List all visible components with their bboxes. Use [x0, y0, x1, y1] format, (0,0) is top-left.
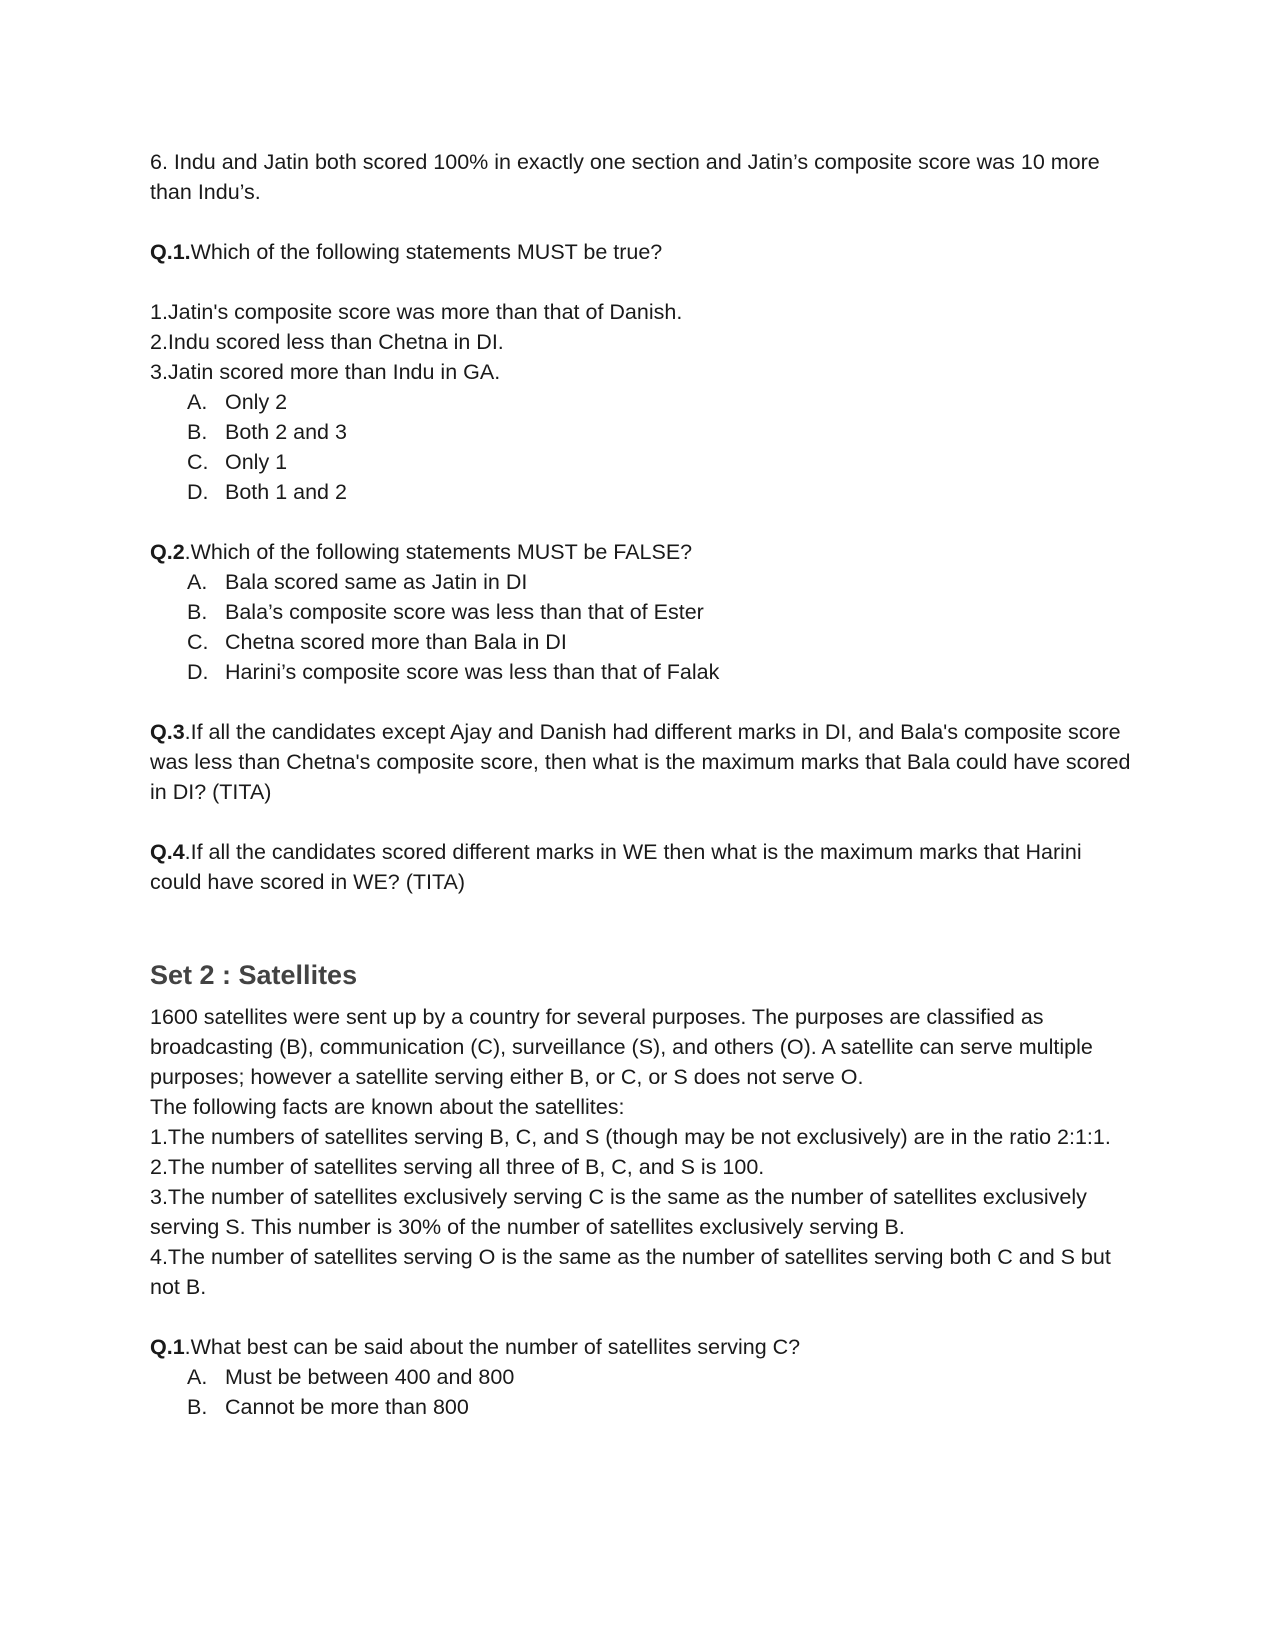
set1-q2-options — [150, 567, 1135, 687]
option-letter: C. — [187, 630, 209, 654]
set2-fact-2: 2.The number of satellites serving all three of B, C, and S is 100. — [150, 1155, 765, 1179]
option-text: Chetna scored more than Bala in DI — [225, 630, 567, 654]
option-letter: D. — [187, 480, 209, 504]
option-letter: A. — [187, 1365, 208, 1389]
set1-q1-number: Q.1. — [150, 240, 191, 264]
option-text: Both 1 and 2 — [225, 480, 347, 504]
set2-q1-text: .What best can be said about the number of satellites serving C? — [184, 1335, 801, 1359]
set1-q3-number: Q.3 — [150, 720, 185, 744]
option-letter: B. — [187, 600, 208, 624]
document-page — [150, 147, 1135, 1422]
option-text: Harini’s composite score was less than that of Falak — [225, 660, 720, 684]
statement-1: 1.Jatin's composite score was more than that of Danish. — [150, 300, 683, 324]
option-d — [150, 657, 1135, 687]
set2-title: Set 2 : Satellites — [150, 960, 358, 990]
set2-fact-1: 1.The numbers of satellites serving B, C, and S (though may be not exclusively) are in the ratio 2:1:1. — [150, 1125, 1111, 1149]
set2-fact-4: 4.The number of satellites serving O is the same as the number of satellites serving both C and S but not B. — [150, 1245, 1111, 1299]
statement-3: 3.Jatin scored more than Indu in GA. — [150, 360, 501, 384]
option-c — [150, 627, 1135, 657]
option-b — [150, 417, 1135, 447]
option-letter: D. — [187, 660, 209, 684]
option-letter: B. — [187, 420, 208, 444]
option-d — [150, 477, 1135, 507]
option-text: Bala scored same as Jatin in DI — [225, 570, 528, 594]
set1-q2-number: Q.2 — [150, 540, 185, 564]
set1-q4-stem — [150, 837, 1135, 897]
set1-q1-options — [150, 387, 1135, 507]
set1-q4-number: Q.4 — [150, 840, 185, 864]
option-text: Must be between 400 and 800 — [225, 1365, 515, 1389]
option-text: Bala’s composite score was less than that of Ester — [225, 600, 704, 624]
set1-q3-stem — [150, 717, 1135, 807]
option-a — [150, 567, 1135, 597]
option-a — [150, 387, 1135, 417]
set1-q1-statements — [150, 297, 1135, 387]
set2-q1-options — [150, 1362, 1135, 1422]
set2-q1-number: Q.1 — [150, 1335, 185, 1359]
set1-fact-6: 6. Indu and Jatin both scored 100% in exactly one section and Jatin’s composite score was 10 more than Indu’s. — [150, 150, 1100, 204]
option-text: Only 1 — [225, 450, 288, 474]
option-letter: B. — [187, 1395, 208, 1419]
option-text: Both 2 and 3 — [225, 420, 347, 444]
set1-q1-stem — [150, 237, 1135, 267]
set1-q2-stem — [150, 537, 1135, 567]
set2-facts-intro: The following facts are known about the satellites: — [150, 1095, 625, 1119]
option-text: Cannot be more than 800 — [225, 1395, 469, 1419]
option-text: Only 2 — [225, 390, 288, 414]
option-letter: C. — [187, 450, 209, 474]
set2-intro: 1600 satellites were sent up by a country for several purposes. The purposes are classified as broadcasting (B), communication (C), surveillance (S), and others (O). A satellite can serve multiple purposes; however a satellite serving either B, or C, or S does not serve O. — [150, 1005, 1093, 1089]
option-b — [150, 1392, 1135, 1422]
option-a — [150, 1362, 1135, 1392]
set2-q1-stem — [150, 1332, 1135, 1362]
set1-q3-text: .If all the candidates except Ajay and Danish had different marks in DI, and Bala's composite score was less than Chetna's composite score, then what is the maximum marks that Bala could have scored in DI? (TITA) — [150, 720, 1131, 804]
statement-2: 2.Indu scored less than Chetna in DI. — [150, 330, 504, 354]
option-letter: A. — [187, 570, 208, 594]
option-letter: A. — [187, 390, 208, 414]
option-c — [150, 447, 1135, 477]
option-b — [150, 597, 1135, 627]
set1-q1-text: Which of the following statements MUST be true? — [190, 240, 663, 264]
set2-fact-3: 3.The number of satellites exclusively serving C is the same as the number of satellites exclusively serving S. This number is 30% of the number of satellites exclusively serving B. — [150, 1185, 1087, 1239]
set1-q2-text: .Which of the following statements MUST be FALSE? — [184, 540, 693, 564]
set1-q4-text: .If all the candidates scored different marks in WE then what is the maximum marks that Harini could have scored in WE? (TITA) — [150, 840, 1082, 894]
